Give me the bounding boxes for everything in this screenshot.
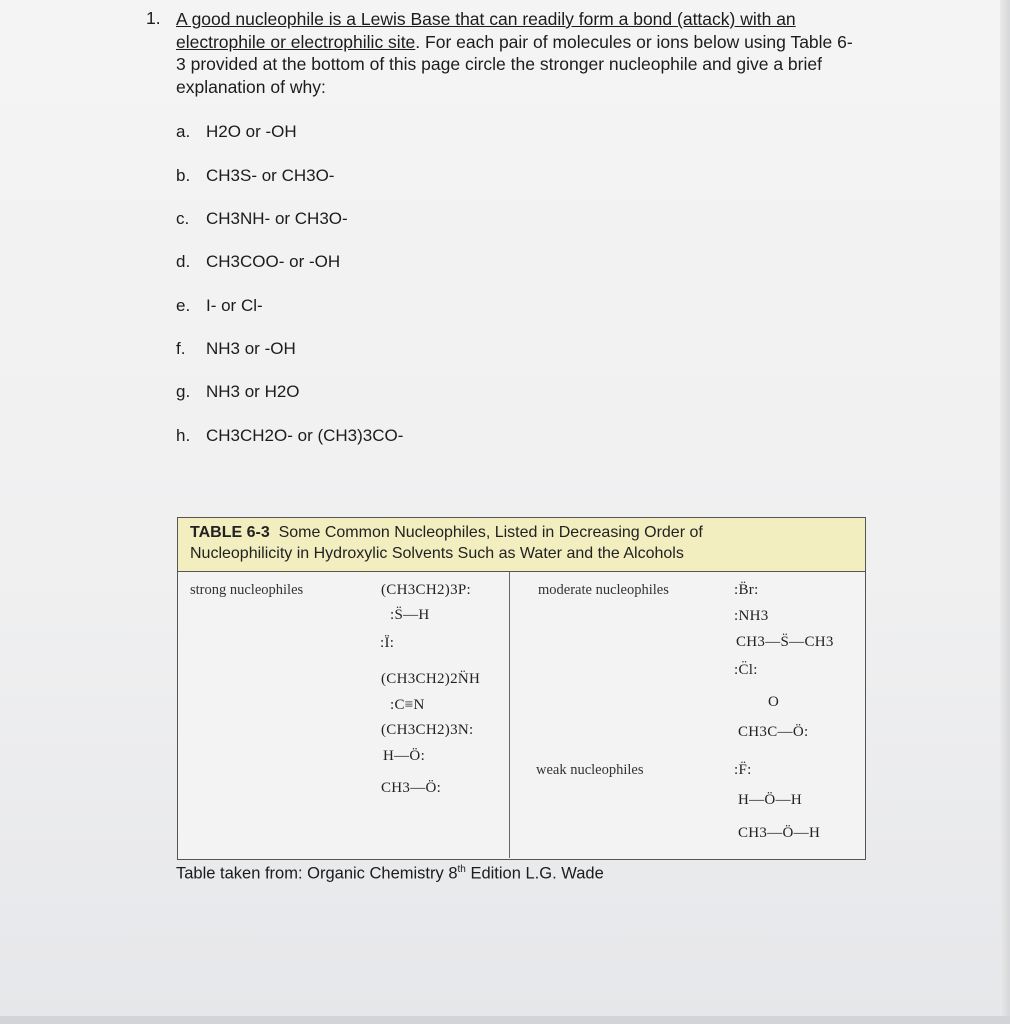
part-text: NH3 or -OH (206, 339, 296, 358)
question-text (176, 8, 856, 98)
moderate-nucleophile: :C̈l: (734, 662, 758, 678)
strong-nucleophile: (CH3CH2)3P: (381, 582, 471, 598)
table-title-line-1 (190, 524, 703, 542)
table-title-1: Some Common Nucleophiles, Listed in Decreasing Order of (278, 524, 703, 541)
part-item (176, 426, 403, 446)
photo-edge-right (1000, 0, 1010, 1024)
part-item (176, 122, 297, 142)
part-text: CH3S- or CH3O- (206, 166, 335, 185)
table-title-line-2: Nucleophilicity in Hydroxylic Solvents Such as Water and the Alcohols (190, 545, 684, 562)
table-column-divider (509, 572, 510, 858)
part-item (176, 339, 296, 359)
strong-nucleophile: CH3—Ö: (381, 780, 442, 796)
category-weak: weak nucleophiles (536, 762, 644, 778)
strong-nucleophile: :S̈—H (390, 607, 430, 623)
question-number: 1. (146, 8, 161, 28)
nucleophile-table (177, 517, 866, 860)
part-item (176, 382, 300, 402)
part-text: I- or Cl- (206, 296, 263, 315)
strong-nucleophile: H—Ö: (383, 748, 426, 764)
part-item (176, 209, 348, 229)
strong-nucleophile: :C≡N (390, 697, 425, 713)
part-text: NH3 or H2O (206, 382, 300, 401)
part-label: g. (176, 382, 191, 401)
weak-nucleophile: H—Ö—H (738, 792, 802, 808)
question-text-part-3: . For each pair of molecules or ions below using Table 6-3 provided at the bottom of this page circle the stronger nucleophile and give a brief explanation of why: (176, 31, 853, 97)
strong-nucleophile: :Ï: (380, 635, 395, 651)
weak-nucleophile: :F̈: (734, 762, 752, 778)
strong-nucleophile: (CH3CH2)2N̈H (381, 671, 481, 687)
moderate-nucleophile: CH3C—Ö: (738, 724, 809, 740)
part-label: h. (176, 426, 191, 445)
part-text: CH3COO- or -OH (206, 252, 341, 271)
part-label: d. (176, 252, 191, 271)
moderate-nucleophile: CH3—S̈—CH3 (736, 634, 834, 650)
part-label: e. (176, 296, 191, 315)
part-text: CH3NH- or CH3O- (206, 209, 348, 228)
strong-nucleophile: (CH3CH2)3N: (381, 722, 474, 738)
question-text-part-2: electrophile or electrophilic site (176, 31, 416, 52)
part-item (176, 166, 334, 186)
moderate-nucleophile: :NH3 (734, 608, 769, 624)
part-label: a. (176, 122, 191, 141)
part-label: c. (176, 209, 190, 228)
table-caption (176, 864, 604, 884)
part-item (176, 296, 263, 316)
moderate-nucleophile: :B̈r: (734, 582, 759, 598)
category-moderate: moderate nucleophiles (538, 582, 669, 598)
photo-edge-bottom (0, 1016, 1010, 1024)
moderate-nucleophile: O (768, 694, 780, 710)
weak-nucleophile: CH3—Ö—H (738, 825, 821, 841)
part-label: b. (176, 166, 191, 185)
part-item (176, 252, 340, 272)
caption-text: Table taken from: Organic Chemistry 8 (176, 864, 458, 883)
table-number: TABLE 6-3 (190, 524, 270, 541)
part-label: f. (176, 339, 186, 358)
caption-text-end: Edition L.G. Wade (465, 864, 604, 883)
caption-superscript: th (457, 864, 466, 875)
question-text-part-1: A good nucleophile is a Lewis Base that can readily form a bond (attack) with an (176, 9, 796, 29)
table-header (178, 518, 865, 572)
category-strong: strong nucleophiles (190, 582, 304, 598)
part-text: CH3CH2O- or (CH3)3CO- (206, 426, 404, 445)
part-text: H2O or -OH (206, 122, 297, 141)
